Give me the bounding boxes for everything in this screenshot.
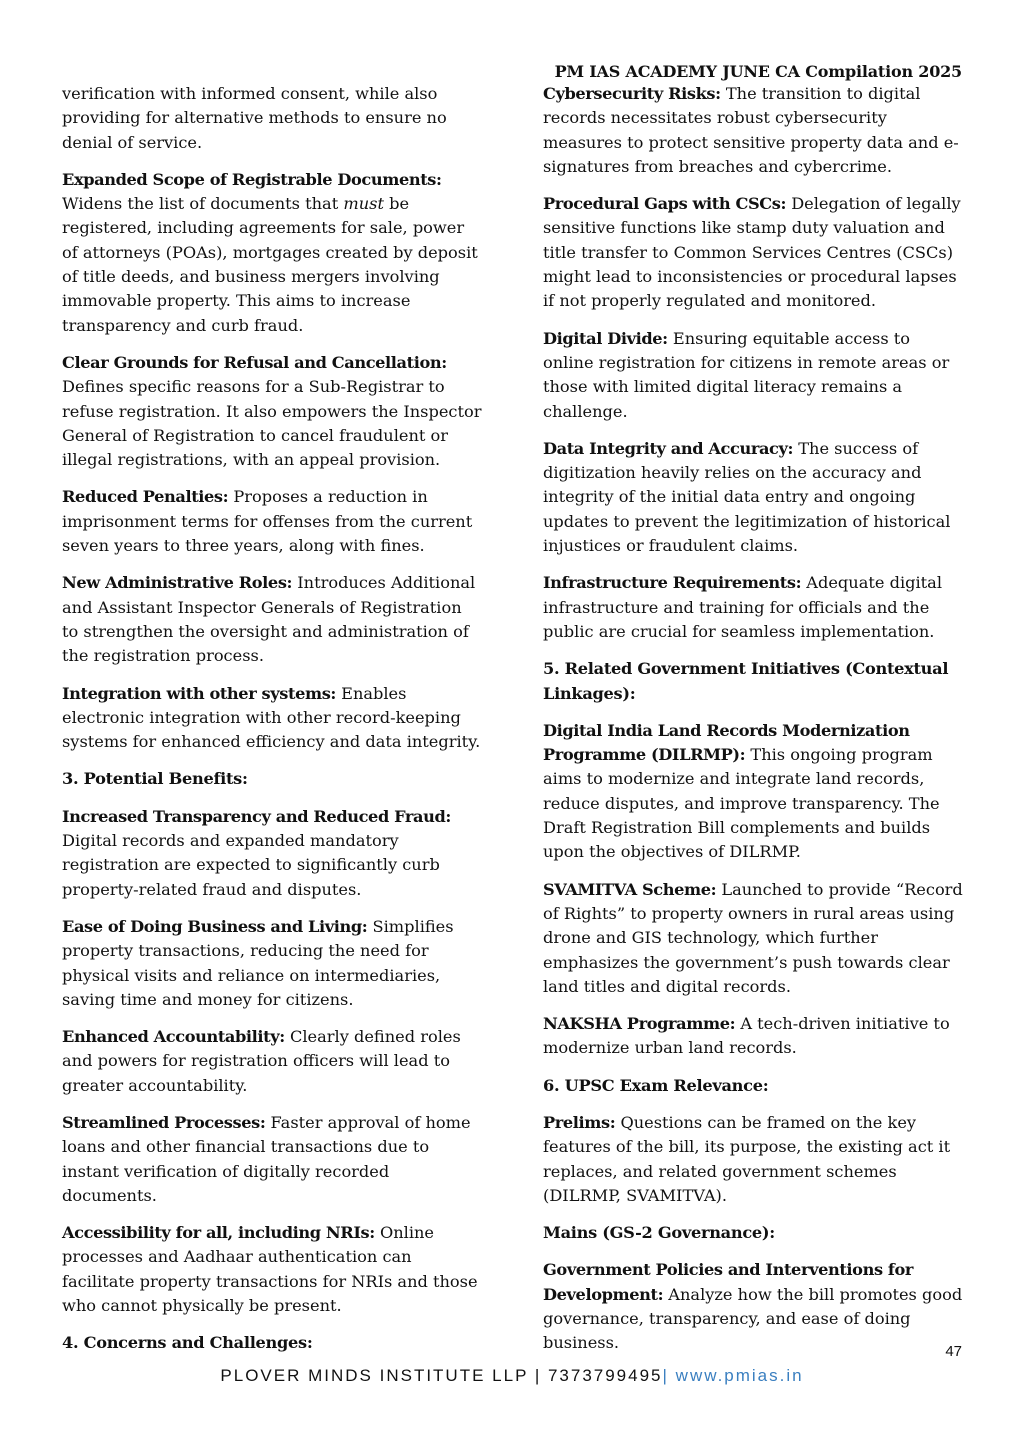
page-header: PM IAS ACADEMY JUNE CA Compilation 2025: [554, 62, 962, 81]
paragraph-text: Simplifies property transactions, reducing the need for physical visits and reliance on intermediaries, saving time and money for citizens.: [62, 916, 454, 1009]
paragraph-text: Introduces Additional and Assistant Inspector Generals of Registration to strengthen the oversight and administration of the registration process.: [62, 573, 476, 666]
paragraph-lead: Prelims:: [543, 1112, 616, 1132]
paragraph: [543, 327, 963, 424]
paragraph-lead: Cybersecurity Risks:: [543, 84, 721, 103]
paragraph: [62, 682, 482, 755]
paragraph-lead: Accessibility for all, including NRIs:: [62, 1223, 375, 1243]
paragraph: [543, 82, 963, 179]
paragraph: [543, 1012, 963, 1061]
paragraph-text: Ensuring equitable access to online registration for citizens in remote areas or those with limited digital literacy remains a challenge.: [543, 328, 950, 421]
page-number: 47: [945, 1343, 962, 1360]
paragraph-text: Analyze how the bill promotes good governance, transparency, and ease of doing business.: [543, 1284, 963, 1353]
paragraph-lead: New Administrative Roles:: [62, 573, 293, 593]
paragraph-lead: Ease of Doing Business and Living:: [62, 916, 368, 936]
paragraph-lead: SVAMITVA Scheme:: [543, 879, 717, 899]
left-column: [62, 82, 482, 1369]
paragraph-text: Adequate digital infrastructure and training for officials and the public are crucial for seamless implementation.: [543, 573, 943, 641]
paragraph: [543, 571, 963, 644]
paragraph-lead: Procedural Gaps with CSCs:: [543, 194, 787, 214]
paragraph: [543, 719, 963, 865]
paragraph: [543, 878, 963, 999]
paragraph-text: Faster approval of home loans and other financial transactions due to instant verification of digitally recorded documents.: [62, 1112, 471, 1205]
paragraph-lead: Infrastructure Requirements:: [543, 573, 802, 593]
paragraph-lead: NAKSHA Programme:: [543, 1014, 736, 1034]
section-heading: 6. UPSC Exam Relevance:: [543, 1075, 769, 1095]
emphasis-text: must: [343, 194, 384, 214]
section-heading: Mains (GS-2 Governance):: [543, 1223, 775, 1243]
section-heading: 4. Concerns and Challenges:: [62, 1333, 313, 1353]
paragraph-text: The success of digitization heavily relies on the accuracy and integrity of the initial data entry and ongoing updates to prevent the legitimization of historical injustices or fraudulent claims.: [543, 438, 951, 556]
section-heading: 3. Potential Benefits:: [62, 769, 248, 789]
paragraph-lead: Clear Grounds for Refusal and Cancellation:: [62, 352, 447, 372]
paragraph-text: Clearly defined roles and powers for registration officers will lead to greater accountability.: [62, 1027, 461, 1095]
paragraph: [543, 1258, 963, 1355]
paragraph: [543, 1111, 963, 1208]
footer-url-link[interactable]: www.pmias.in: [675, 1366, 804, 1385]
section-heading: 5. Related Government Initiatives (Contextual Linkages):: [543, 659, 949, 703]
paragraph-lead: Reduced Penalties:: [62, 487, 229, 507]
paragraph-text: The transition to digital records necessitates robust cybersecurity measures to protect sensitive property data and e-signatures from breaches and cybercrime.: [543, 84, 959, 176]
paragraph: [62, 168, 482, 338]
paragraph: [62, 351, 482, 472]
footer-separator: |: [662, 1366, 669, 1385]
paragraph-lead: Expanded Scope of Registrable Documents:: [62, 169, 442, 189]
paragraph-text: Proposes a reduction in imprisonment terms for offenses from the current seven years to three years, along with fines.: [62, 487, 473, 556]
paragraph-text: A tech-driven initiative to modernize urban land records.: [543, 1014, 950, 1058]
paragraph-text: Delegation of legally sensitive functions like stamp duty valuation and title transfer to Common Services Centres (CSCs) might lead to inconsistencies or procedural lapses if not properly regulated and monitored.: [543, 194, 961, 311]
paragraph-text: Enables electronic integration with other record-keeping systems for enhanced efficiency and data integrity.: [62, 683, 481, 752]
right-column: [543, 82, 963, 1369]
paragraph: [62, 915, 482, 1012]
paragraph: [62, 485, 482, 558]
paragraph: [62, 805, 482, 902]
page-footer: [0, 1366, 1024, 1386]
paragraph: [62, 571, 482, 668]
paragraph: [543, 437, 963, 558]
paragraph-text: Questions can be framed on the key features of the bill, its purpose, the existing act it replaces, and related government schemes (DILRMP, SVAMITVA).: [543, 1112, 951, 1205]
paragraph-text: verification with informed consent, while also providing for alternative methods to ensure no denial of service.: [62, 84, 447, 152]
paragraph-lead: Enhanced Accountability:: [62, 1027, 285, 1047]
paragraph-lead: Increased Transparency and Reduced Fraud:: [62, 806, 451, 826]
paragraph-lead: Streamlined Processes:: [62, 1112, 266, 1132]
paragraph-lead: Government Policies and Interventions for Development:: [543, 1260, 913, 1304]
paragraph-text: Launched to provide “Record of Rights” to property owners in rural areas using drone and GIS technology, which further emphasizes the government’s push towards clear land titles and digital records.: [543, 879, 963, 996]
paragraph-text: Defines specific reasons for a Sub-Registrar to refuse registration. It also empowers the Inspector General of Registration to cancel fraudulent or illegal registrations, with an appeal provision.: [62, 377, 482, 470]
paragraph-text: Online processes and Aadhaar authentication can facilitate property transactions for NRIs and those who cannot physically be present.: [62, 1223, 478, 1316]
paragraph-text: Widens the list of documents that: [62, 194, 344, 214]
paragraph: [62, 1025, 482, 1098]
paragraph-lead: Integration with other systems:: [62, 683, 336, 703]
paragraph-lead: Data Integrity and Accuracy:: [543, 438, 794, 458]
paragraph-text: This ongoing program aims to modernize and integrate land records, reduce disputes, and improve transparency. The Draft Registration Bill complements and builds upon the objectives of DILRMP.: [543, 745, 940, 862]
paragraph-lead: Digital India Land Records Modernization Programme (DILRMP):: [543, 720, 910, 765]
paragraph-text: Digital records and expanded mandatory registration are expected to significantly curb property-related fraud and disputes.: [62, 831, 440, 899]
paragraph: [62, 1221, 482, 1318]
paragraph: [62, 1111, 482, 1208]
paragraph-text: be registered, including agreements for sale, power of attorneys (POAs), mortgages created by deposit of title deeds, and business mergers involving immovable property. This aims to increase transparency and curb fraud.: [62, 194, 478, 335]
paragraph-lead: Digital Divide:: [543, 328, 668, 348]
footer-org: PLOVER MINDS INSTITUTE LLP | 7373799495: [220, 1366, 663, 1385]
paragraph: [62, 82, 482, 155]
paragraph: [543, 192, 963, 313]
